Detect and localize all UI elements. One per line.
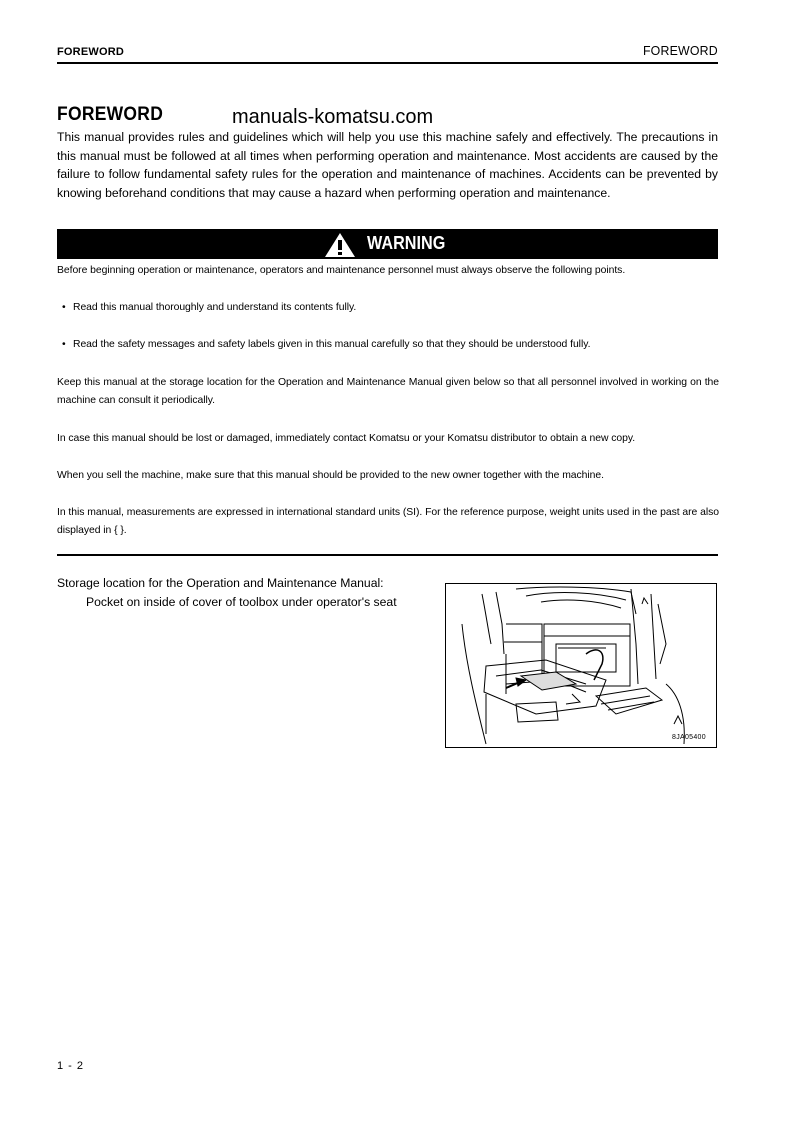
warning-intro-text: Before beginning operation or maintenance, operators and maintenance personnel must always observe the following points. — [57, 265, 626, 276]
bullet-text: Read the safety messages and safety labels given in this manual carefully so that they should be understood fully. — [73, 339, 591, 350]
storage-location-title: Storage location for the Operation and Maintenance Manual: — [57, 576, 384, 590]
page-title: FOREWORD — [57, 104, 164, 125]
page-number: 1 - 2 — [57, 1060, 85, 1072]
header-rule — [57, 62, 718, 64]
warning-units-text: In this manual, measurements are expressed in international standard units (SI). For the reference purpose, weight units used in the past are also displayed in { }. — [57, 507, 719, 537]
header-chapter-label: FOREWORD — [643, 43, 718, 58]
bullet-icon: • — [62, 339, 66, 350]
warning-keep-text: Keep this manual at the storage location for the Operation and Maintenance Manual given below so that all personnel involved in working on the machine can consult it periodically. — [57, 377, 719, 407]
figure-code: 8JA05400 — [672, 734, 706, 741]
header-section-label: FOREWORD — [57, 46, 124, 58]
warning-label: WARNING — [367, 233, 446, 253]
list-item — [62, 336, 722, 354]
bullet-icon: • — [62, 302, 66, 313]
storage-location-text: Pocket on inside of cover of toolbox under operator's seat — [86, 595, 397, 609]
warning-sell-text: When you sell the machine, make sure that this manual should be provided to the new owner together with the machine. — [57, 470, 604, 481]
watermark-text: manuals-komatsu.com — [232, 106, 434, 128]
warning-triangle-icon — [324, 232, 356, 263]
toolbox-illustration — [445, 583, 717, 748]
list-item — [62, 299, 722, 317]
bullet-text: Read this manual thoroughly and understand its contents fully. — [73, 302, 357, 313]
warning-lost-text: In case this manual should be lost or damaged, immediately contact Komatsu or your Komatsu distributor to obtain a new copy. — [57, 433, 636, 444]
intro-paragraph: This manual provides rules and guidelines which will help you use this machine safely and effectively. The precautions in this manual must be followed at all times when performing operation and maintenance. Most accidents are caused by the failure to follow fundamental safety rules for the operation and maintenance of machines. Accidents can be prevented by knowing beforehand conditions that may cause a hazard when performing operation and maintenance. — [57, 130, 718, 200]
section-rule — [57, 554, 718, 556]
